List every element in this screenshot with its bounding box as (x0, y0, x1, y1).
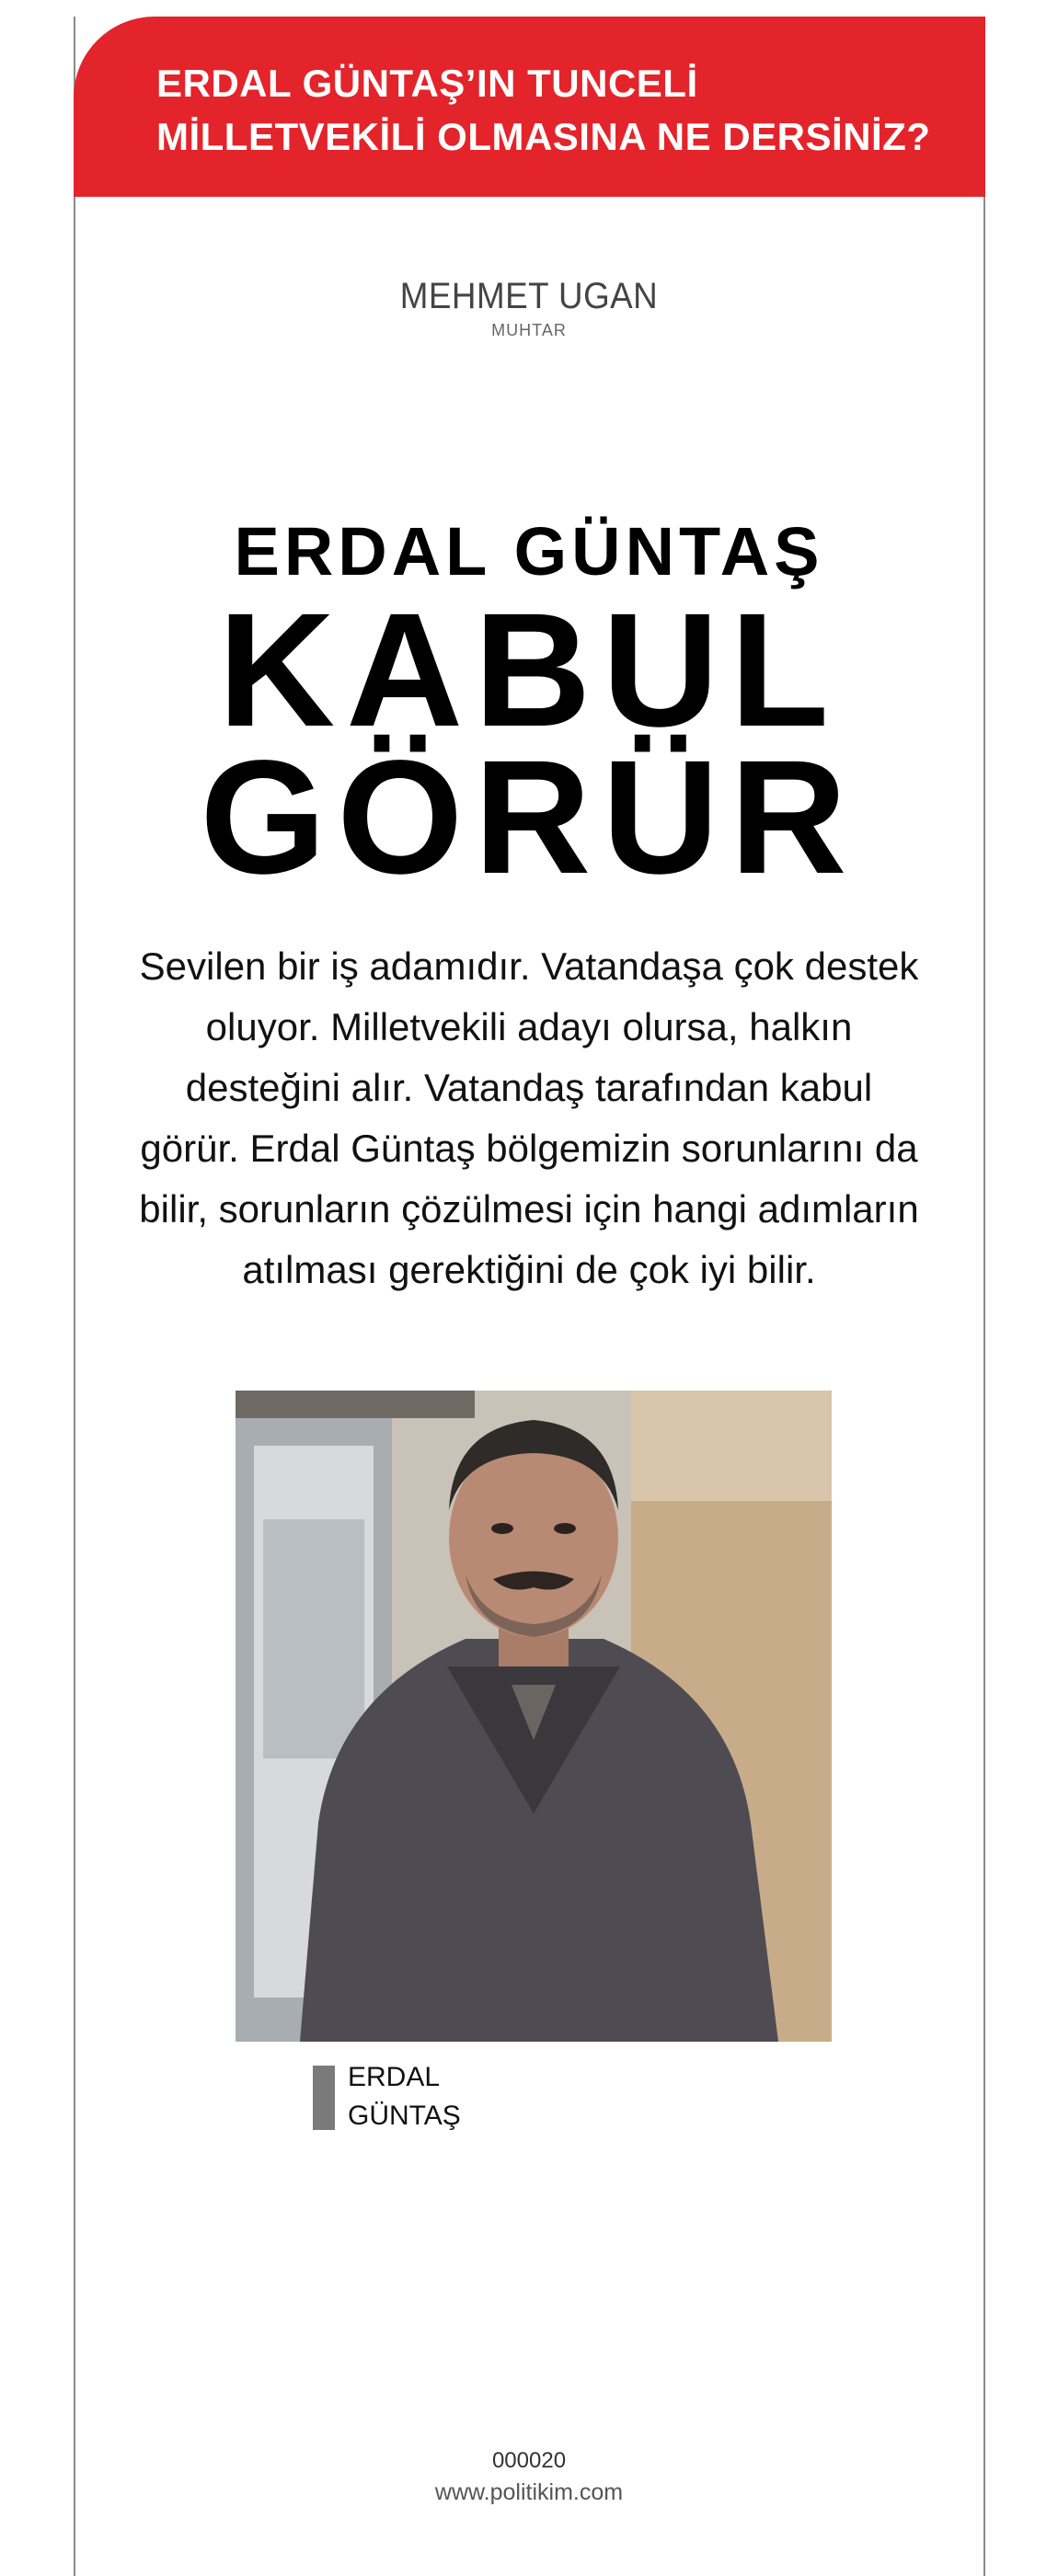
banner-title-line-2: MİLLETVEKİLİ OLMASINA NE DERSİNİZ? (156, 115, 931, 158)
caption-accent-bar (313, 2066, 335, 2130)
portrait-icon (236, 1391, 832, 2042)
header-banner (74, 17, 985, 197)
author-block (0, 276, 1058, 340)
footer-code: 000020 (491, 2448, 567, 2473)
author-role: MUHTAR (491, 321, 567, 339)
headline-line-1: ERDAL GÜNTAŞ (234, 513, 824, 590)
article-body: Sevilen bir iş adamıdır. Vatandaşa çok destek oluyor. Milletvekili adayı olursa, halkın desteğini alır. Vatandaş tarafından kabul görür. Erdal Güntaş bölgemizin sorunlarını da bilir, sorunların çözülmesi için hangi adımların atılması gerektiğini de çok iyi bilir. (139, 945, 919, 1291)
photo-caption: ERDAL GÜNTAŞ (348, 2062, 461, 2131)
banner-title-line-1: ERDAL GÜNTAŞ’IN TUNCELİ (156, 62, 698, 105)
portrait-photo (236, 1391, 832, 2042)
footer-url[interactable]: www.politikim.com (434, 2479, 624, 2505)
headline-line-3: GÖRÜR (200, 727, 858, 908)
headline-line-2: KABUL (218, 580, 840, 761)
author-name: MEHMET UGAN (399, 276, 659, 316)
